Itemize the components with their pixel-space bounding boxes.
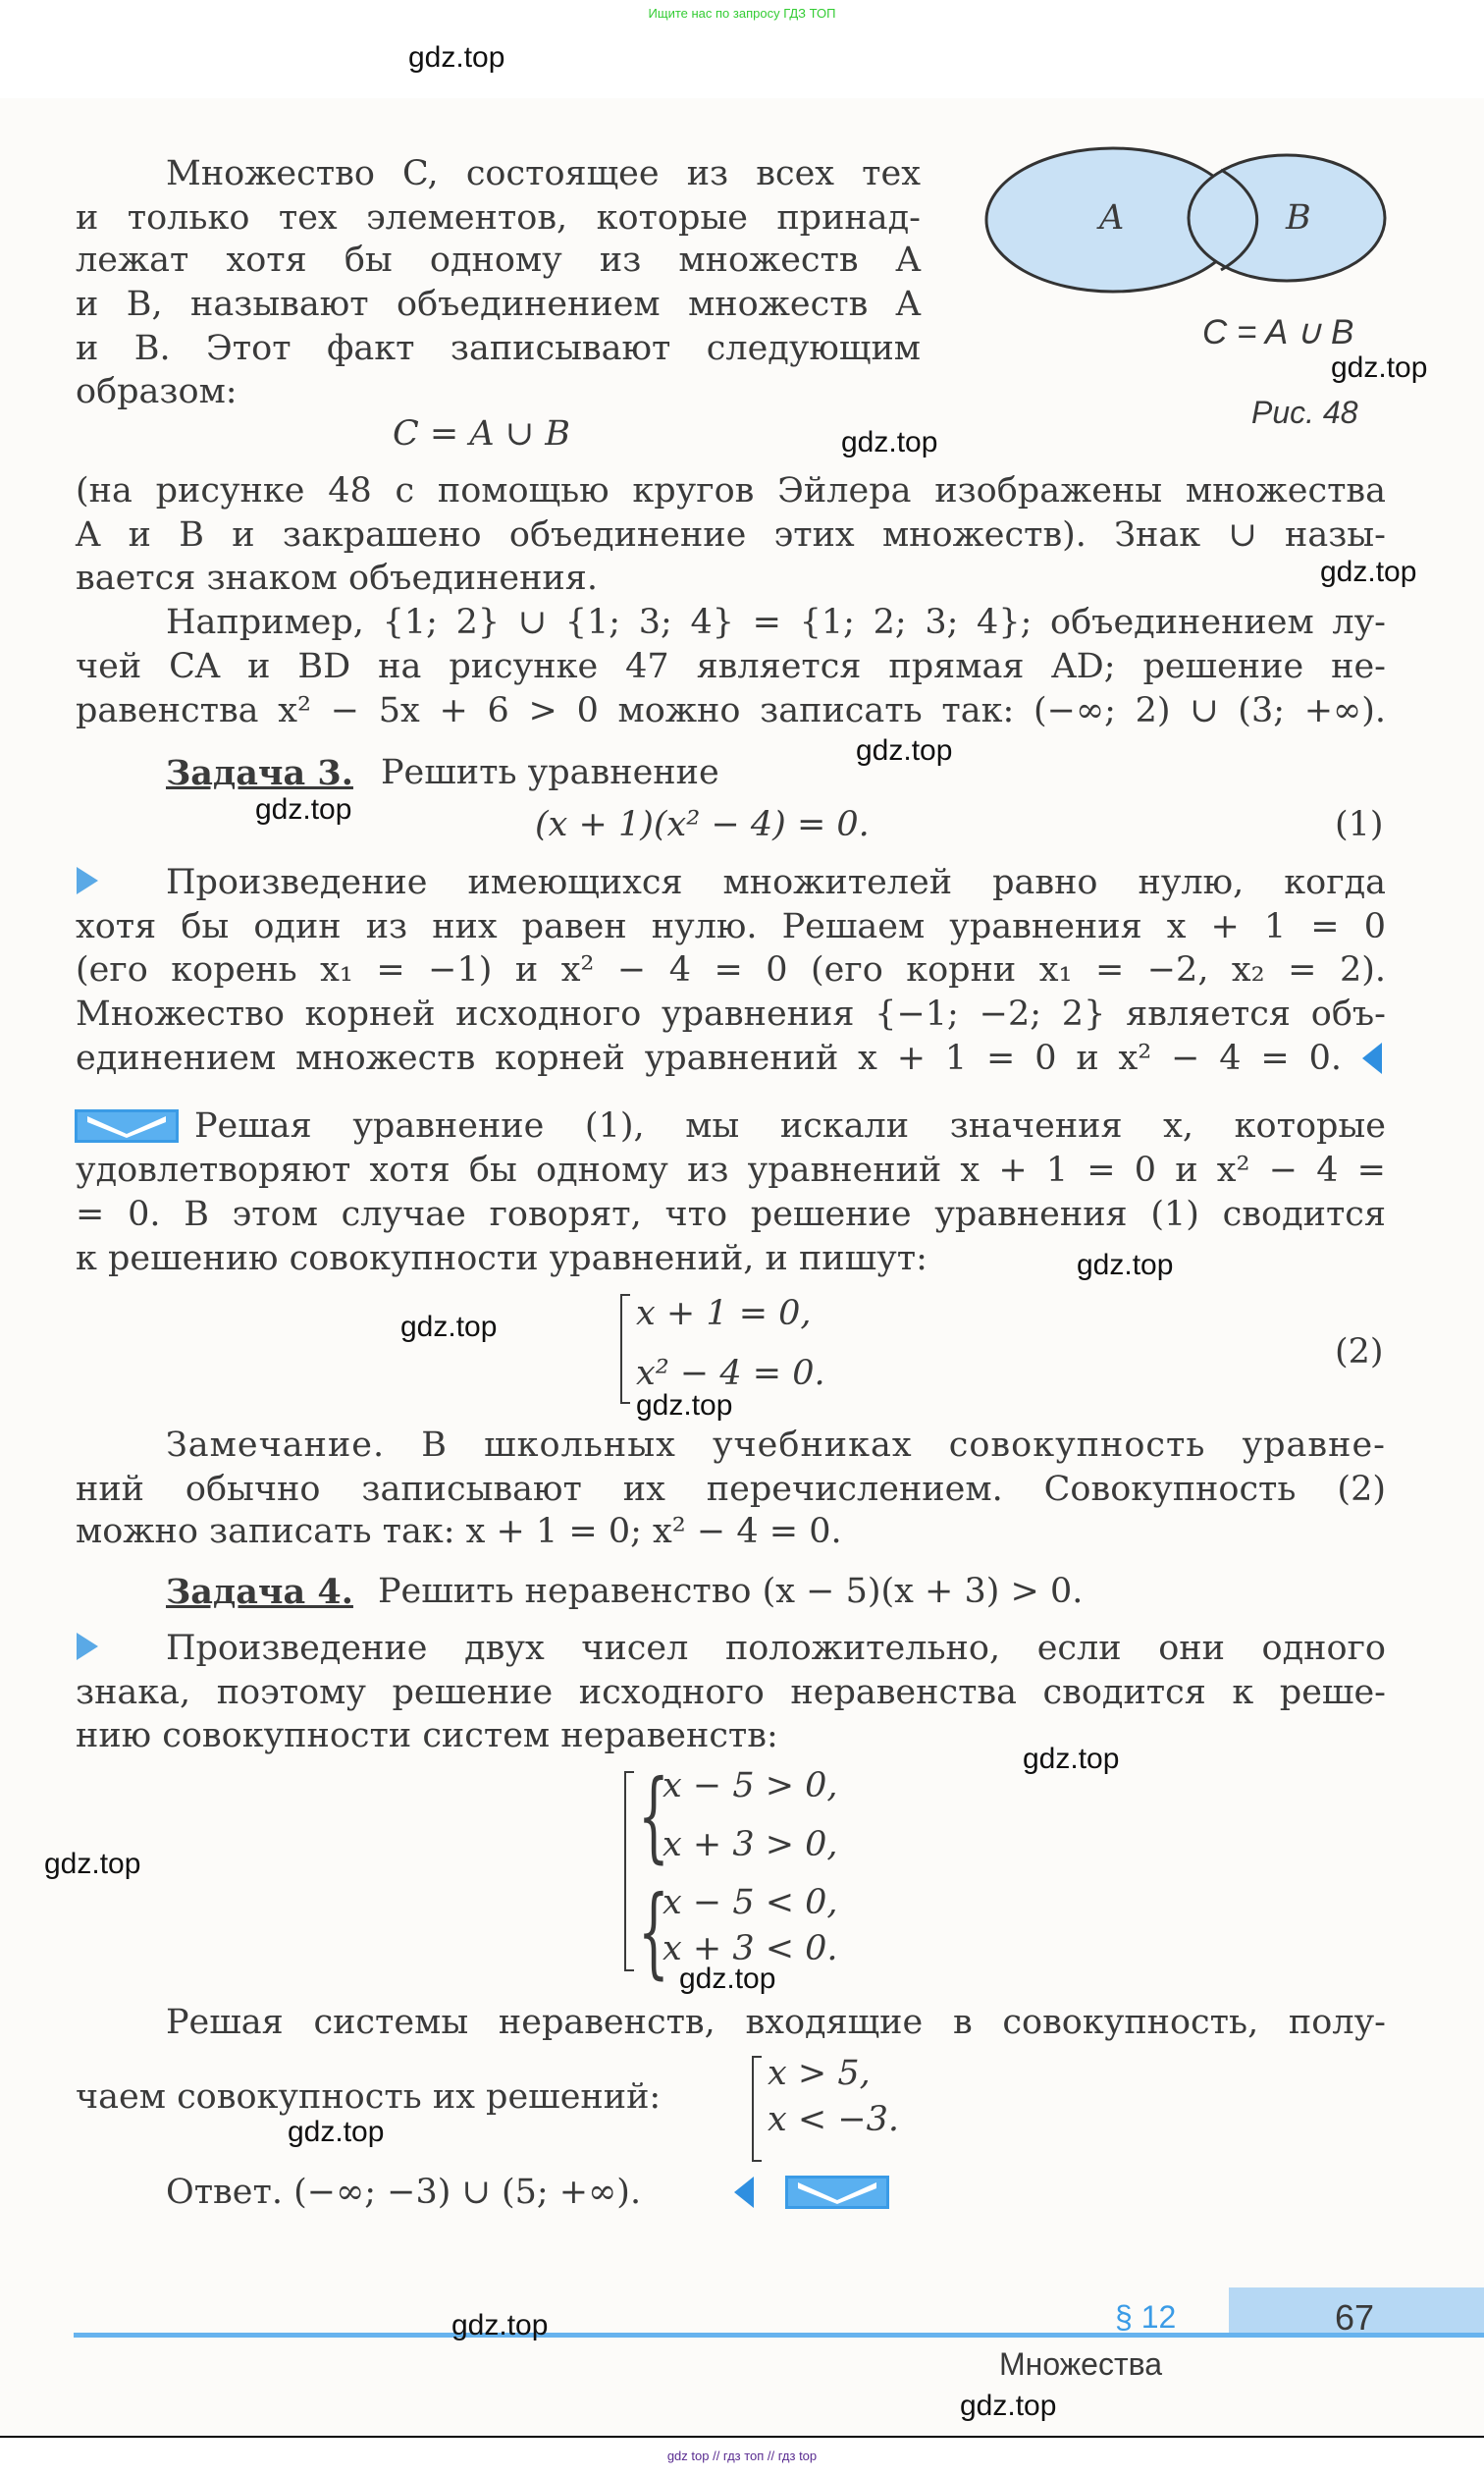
text-line: вается знаком объединения.: [76, 559, 598, 598]
collection-bracket: [624, 1771, 634, 1971]
text-line: образом:: [76, 372, 238, 411]
watermark: gdz.top: [1023, 1743, 1120, 1775]
system-ineq: x + 3 > 0,: [662, 1825, 838, 1864]
system-brace: {: [638, 1874, 669, 1989]
watermark: gdz.top: [1320, 556, 1417, 588]
text-line: чей CA и BD на рисунке 47 является прямая AD; решение не-: [76, 647, 1386, 686]
watermark: gdz.top: [636, 1389, 733, 1422]
text-line: Решая системы неравенств, входящие в совокупность, полу-: [166, 2003, 1386, 2042]
collection-eq-2: x² − 4 = 0.: [636, 1354, 825, 1393]
collection-bracket: [620, 1294, 630, 1404]
text-line: и B, называют объединением множеств A: [76, 285, 921, 324]
watermark: gdz.top: [408, 41, 505, 74]
collection-bracket: [752, 2056, 762, 2162]
text-line: равенства x² − 5x + 6 > 0 можно записать так: (−∞; 2) ∪ (3; +∞).: [76, 691, 1386, 730]
text-line: ний обычно записывают их перечислением. Совокупность (2): [76, 1470, 1386, 1509]
site-footer-links[interactable]: gdz top // гдз топ // гдз top: [666, 2448, 818, 2463]
solution-end-icon: [734, 2177, 754, 2208]
text-line: чаем совокупность их решений:: [76, 2077, 662, 2117]
text-line: и только тех элементов, которые принад-: [76, 198, 921, 238]
watermark: gdz.top: [1331, 351, 1428, 384]
text-line: = 0. В этом случае говорят, что решение уравнения (1) сводится: [76, 1195, 1386, 1234]
text-line: Например, {1; 2} ∪ {1; 3; 4} = {1; 2; 3; 4}; объединением лу-: [166, 603, 1386, 642]
text-line: A и B и закрашено объединение этих множеств). Знак ∪ назы-: [76, 515, 1386, 555]
watermark: gdz.top: [1077, 1249, 1174, 1281]
text-line: нию совокупности систем неравенств:: [76, 1716, 778, 1755]
task-3-heading: Задача 3.: [166, 753, 353, 793]
formula-union: C = A ∪ B: [393, 414, 570, 454]
text-line: знака, поэтому решение исходного неравенства сводится к реше-: [76, 1673, 1386, 1712]
figure-caption: Рис. 48: [1251, 395, 1358, 430]
venn-label-a: A: [1099, 198, 1125, 238]
equation-number: (2): [1335, 1332, 1384, 1372]
task-4-heading: Задача 4.: [166, 1572, 353, 1612]
solution-ineq: x < −3.: [768, 2100, 900, 2139]
watermark: gdz.top: [679, 1963, 776, 1995]
text-line: удовлетворяют хотя бы одному из уравнений x + 1 = 0 и x² − 4 =: [76, 1151, 1386, 1190]
answer-line: Ответ. (−∞; −3) ∪ (5; +∞).: [166, 2173, 642, 2212]
system-brace: {: [638, 1758, 669, 1873]
text-line: Множество C, состоящее из всех тех: [166, 154, 921, 193]
text-line: Множество корней исходного уравнения {−1; −2; 2} является объ-: [76, 995, 1386, 1034]
text-line: Произведение двух чисел положительно, если они одного: [166, 1629, 1386, 1668]
watermark: gdz.top: [44, 1848, 141, 1880]
bottom-rule: [0, 2436, 1484, 2438]
text-line: и B. Этот факт записывают следующим: [76, 329, 921, 368]
text-line: Произведение имеющихся множителей равно нулю, когда: [166, 863, 1386, 902]
figure-formula: C = A ∪ B: [1202, 313, 1354, 351]
system-ineq: x + 3 < 0.: [662, 1929, 838, 1968]
text-line: хотя бы один из них равен нулю. Решаем уравнения x + 1 = 0: [76, 907, 1386, 946]
watermark: gdz.top: [856, 734, 953, 767]
page-number: 67: [1335, 2297, 1375, 2338]
section-number: § 12: [1115, 2299, 1177, 2335]
note-end-marker-icon: [785, 2176, 889, 2209]
watermark: gdz.top: [255, 793, 352, 826]
text-line: Замечание. В школьных учебниках совокупность уравне-: [166, 1426, 1386, 1465]
text-line: можно записать так: x + 1 = 0; x² − 4 = 0.: [76, 1512, 842, 1551]
system-ineq: x − 5 < 0,: [662, 1883, 838, 1922]
watermark: gdz.top: [451, 2309, 549, 2341]
solution-ineq: x > 5,: [768, 2054, 871, 2093]
equation-number: (1): [1335, 805, 1384, 844]
text-line: (на рисунке 48 с помощью кругов Эйлера изображены множества: [76, 471, 1386, 511]
text-line: Решить уравнение: [381, 753, 719, 792]
watermark: gdz.top: [960, 2390, 1057, 2422]
note-marker-icon: [75, 1109, 179, 1143]
text-line: к решению совокупности уравнений, и пишут:: [76, 1239, 928, 1278]
solution-start-icon: [77, 867, 98, 894]
collection-eq-1: x + 1 = 0,: [636, 1294, 812, 1333]
venn-label-b: B: [1286, 198, 1311, 238]
watermark: gdz.top: [400, 1311, 498, 1343]
text-line: Решить неравенство (x − 5)(x + 3) > 0.: [378, 1572, 1084, 1611]
text-line: (его корень x₁ = −1) и x² − 4 = 0 (его корни x₁ = −2, x₂ = 2).: [76, 950, 1386, 990]
equation-1: (x + 1)(x² − 4) = 0.: [535, 805, 870, 844]
solution-start-icon: [77, 1633, 98, 1660]
text-line: лежат хотя бы одному из множеств A: [76, 241, 921, 280]
watermark: gdz.top: [288, 2116, 385, 2148]
site-banner[interactable]: Ищите нас по запросу ГДЗ ТОП: [648, 6, 836, 21]
text-line: Решая уравнение (1), мы искали значения x, которые: [194, 1106, 1386, 1146]
solution-end-icon: [1362, 1043, 1382, 1074]
chapter-title: Множества: [999, 2346, 1163, 2382]
footer-rule: [74, 2333, 1484, 2338]
venn-diagram: [972, 133, 1394, 319]
system-ineq: x − 5 > 0,: [662, 1766, 838, 1805]
text-line: единением множеств корней уравнений x + 1 = 0 и x² − 4 = 0.: [76, 1039, 1342, 1078]
watermark: gdz.top: [841, 426, 938, 458]
